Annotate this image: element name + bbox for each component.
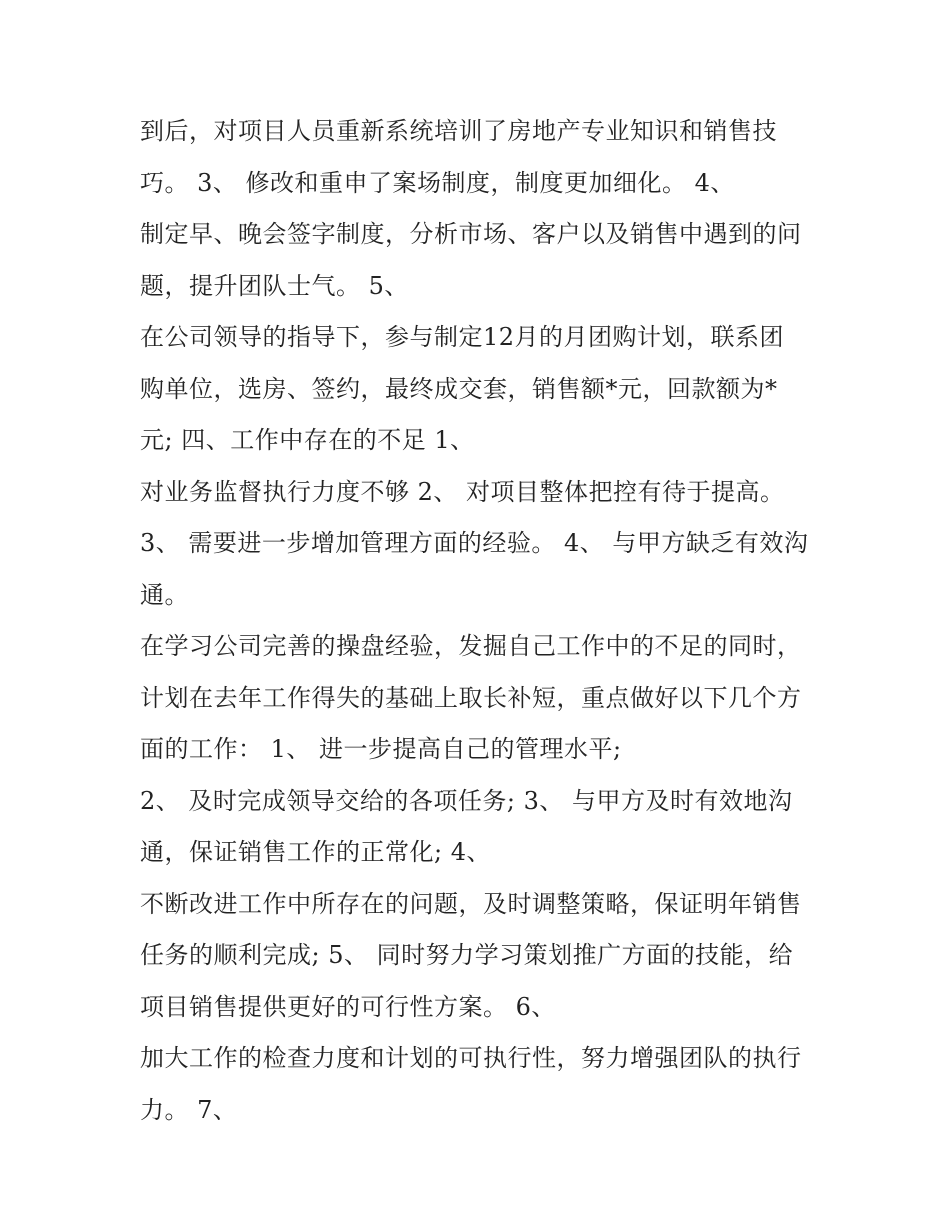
text-line: 巧。 3、 修改和重申了案场制度，制度更加细化。 4、 <box>140 168 735 197</box>
text-line: 3、 需要进一步增加管理方面的经验。 4、 与甲方缺乏有效沟 <box>140 529 809 557</box>
text-line: 不断改进工作中所存在的问题，及时调整策略，保证明年销售 <box>140 889 802 918</box>
text-line: 购单位，选房、签约，最终成交套，销售额*元，回款额为* <box>140 374 778 403</box>
text-line: 计划在去年工作得失的基础上取长补短，重点做好以下几个方 <box>140 683 802 712</box>
text-line: 通，保证销售工作的正常化; 4、 <box>140 838 491 866</box>
text-line: 对业务监督执行力度不够 2、 对项目整体把控有待于提高。 <box>140 477 785 506</box>
text-line: 面的工作： 1、 进一步提高自己的管理水平; <box>140 735 622 763</box>
text-line: 在公司领导的指导下，参与制定12月的月团购计划，联系团 <box>140 323 785 351</box>
text-line: 题，提升团队士气。 5、 <box>140 271 409 300</box>
text-line: 加大工作的检查力度和计划的可执行性，努力增强团队的执行 <box>140 1044 802 1072</box>
text-line: 力。 7、 <box>140 1095 238 1124</box>
text-line: 任务的顺利完成; 5、 同时努力学习策划推广方面的技能，给 <box>140 941 794 969</box>
text-line: 制定早、晚会签字制度，分析市场、客户以及销售中遇到的问 <box>140 220 802 248</box>
body-text <box>140 106 830 1136</box>
text-line: 到后，对项目人员重新系统培训了房地产专业知识和销售技 <box>140 117 777 145</box>
text-line: 2、 及时完成领导交给的各项任务; 3、 与甲方及时有效地沟 <box>140 786 793 815</box>
text-line: 项目销售提供更好的可行性方案。 6、 <box>140 992 556 1021</box>
text-line: 在学习公司完善的操盘经验，发掘自己工作中的不足的同时， <box>140 632 802 660</box>
text-line: 通。 <box>140 580 189 609</box>
text-line: 元; 四、工作中存在的不足 1、 <box>140 426 475 454</box>
